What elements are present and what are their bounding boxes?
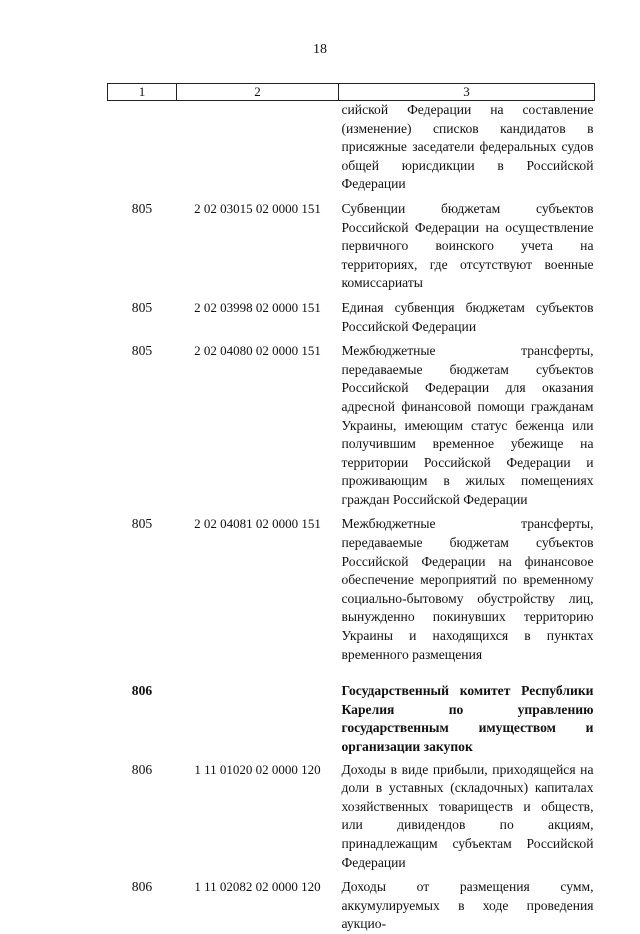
revenue-code: 2 02 03998 02 0000 151 [194, 299, 321, 315]
admin-code: 806 [131, 879, 153, 895]
revenue-code [177, 664, 339, 756]
admin-code: 805 [131, 200, 153, 216]
table-row [108, 336, 595, 509]
table-row [108, 101, 595, 194]
admin-code: 806 [131, 761, 153, 777]
admin-code: 805 [131, 343, 153, 359]
revenue-code: 1 11 02082 02 0000 120 [194, 879, 321, 895]
table-row [108, 293, 595, 336]
revenue-description: Единая субвенция бюджетам субъектов Российской Федерации [341, 299, 594, 334]
column-header-1: 1 [108, 84, 177, 101]
revenue-description: Доходы от размещения сумм, аккумулируемых в ходе проведения аукцио- [341, 879, 594, 932]
admin-code: 805 [131, 516, 153, 532]
table-row [108, 757, 595, 873]
page-number: 18 [313, 42, 327, 57]
table-row [108, 509, 595, 664]
budget-classification-table [107, 83, 595, 934]
revenue-description: Доходы в виде прибыли, приходящейся на доли в уставных (складочных) капиталах хозяйственных товариществ и обществ, или дивидендов по акциям, принадлежащим субъектам Российской Федерации [341, 761, 594, 870]
revenue-description: Межбюджетные трансферты, передаваемые бюджетам субъектов Российской Федерации на финансовое обеспечение мероприятий по временному социально-бытовому обустройству лиц, вынужденно покинувших территорию Украины и находящихся в пунктах временного размещения [341, 516, 594, 662]
column-header-2: 2 [177, 84, 339, 101]
column-header-3: 3 [339, 84, 595, 101]
admin-code: 806 [131, 683, 153, 699]
administrator-name: Государственный комитет Республики Карелия по управлению государственным имуществом и организации закупок [341, 683, 594, 754]
revenue-description: сийской Федерации на составление (изменение) списков кандидатов в присяжные заседатели федеральных судов общей юрисдикции в Российской Федерации [341, 102, 594, 192]
revenue-code: 2 02 04080 02 0000 151 [194, 343, 321, 359]
section-header-row [108, 664, 595, 756]
revenue-code: 2 02 03015 02 0000 151 [194, 200, 321, 216]
revenue-description: Субвенции бюджетам субъектов Российской Федерации на осуществление первичного воинского учета на территориях, где отсутствуют военные комиссариаты [341, 200, 594, 291]
revenue-code: 1 11 01020 02 0000 120 [194, 761, 321, 777]
table-row [108, 872, 595, 934]
admin-code [108, 101, 177, 194]
admin-code: 805 [131, 299, 153, 315]
revenue-code: 2 02 04081 02 0000 151 [194, 516, 321, 532]
revenue-code [177, 101, 339, 194]
revenue-description: Межбюджетные трансферты, передаваемые бюджетам субъектов Российской Федерации для оказания адресной финансовой помощи гражданам Украины, имеющим статус беженца или получившим временное убежище на территории Российской Федерации и проживающим в жилых помещениях граждан Российской Федерации [341, 343, 594, 507]
table-header-row [108, 84, 595, 101]
table-row [108, 194, 595, 293]
